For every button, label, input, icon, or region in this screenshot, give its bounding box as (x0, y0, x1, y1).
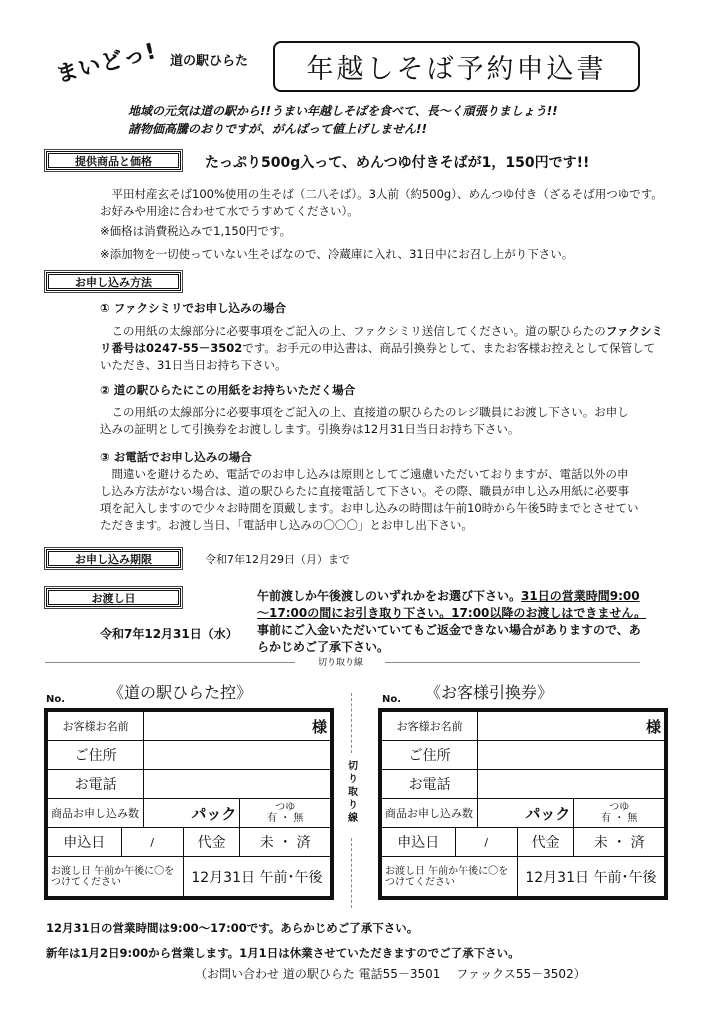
form-number-label: No. (46, 694, 66, 705)
name-field[interactable]: 様 (478, 712, 665, 741)
vertical-cut-line-top (351, 693, 352, 753)
form-number-label: No. (382, 694, 402, 705)
delivery-hours-note: 31日の営業時間9:00～17:00の間にお引き取り下さい。17:00以降のお渡しはできません。 (257, 589, 647, 620)
footer-contact: （お問い合わせ 道の駅ひらた 電話55－3501 ファックス55－3502） (195, 967, 586, 981)
form-title-store-copy: 《道の駅ひらた控》 (108, 683, 253, 702)
footer-hours: 12月31日の営業時間は9:00～17:00です。あらかじめご了承下さい。 (46, 921, 419, 935)
price-note: ※価格は消費税込みで1,150円です。 (100, 224, 292, 238)
name-field[interactable]: 様 (144, 712, 331, 741)
delivery-time-label: お渡し日 午前か午後に〇をつけてください (382, 857, 518, 897)
delivery-label: お渡し日 (46, 588, 181, 607)
station-name: 道の駅ひらた (170, 54, 249, 69)
method-2-text: この用紙の太線部分に必要事項をご記入の上、直接道の駅ひらたのレジ職員にお渡し下さい。お申し込みの証明として引換券をお渡しします。引換券は12月31日当日お持ち下さい。 (100, 405, 629, 436)
payment-label: 代金 (183, 828, 240, 857)
address-label: ご住所 (382, 741, 478, 770)
phone-label: お電話 (382, 770, 478, 799)
vertical-cut-label: 切り取り線 (348, 761, 358, 824)
product-headline: たっぷり500g入って、めんつゆ付きそばが1，150円です!! (205, 155, 590, 171)
quantity-field[interactable]: パック (144, 799, 240, 828)
footer-new-year: 新年は1月2日9:00から営業します。1月1日は休業させていただきますのでご了承下さい。 (46, 946, 520, 960)
slogan-line: 諸物価高騰のおりですが、がんばって値上げしません!! (128, 122, 427, 136)
name-label: お客様お名前 (382, 712, 478, 741)
fax-number: ファクシミリ番号は0247-55－3502 (100, 324, 664, 355)
delivery-note-part: 午前渡しか午後渡しのいずれかをお選び下さい。 (257, 589, 522, 603)
cut-line-left (45, 662, 295, 663)
method-1-text-part: この用紙の太線部分に必要事項をご記入の上、ファクシミリ送信してください。道の駅ひらたの (111, 324, 606, 338)
vertical-cut-line-bottom (351, 838, 352, 908)
method-1-heading: ① ファクシミリでお申し込みの場合 (100, 301, 287, 315)
quantity-label: 商品お申し込み数 (382, 799, 478, 828)
delivery-time-choice[interactable]: 12月31日 午前･午後 (517, 857, 664, 897)
document-title: 年越しそば予約申込書 (273, 41, 640, 92)
cut-line-label: 切り取り線 (318, 658, 364, 668)
delivery-note-part: 事前にご入金いただいていてもご返金できない場合がありますので、あらかじめご了承下さい。 (257, 623, 641, 654)
tsuyu-options: 有 ・ 無 (601, 813, 638, 824)
methods-label: お申し込み方法 (46, 272, 181, 291)
method-2-heading: ② 道の駅ひらたにこの用紙をお持ちいただく場合 (100, 383, 356, 397)
tsuyu-choice[interactable] (240, 799, 331, 828)
slogan-line: 地域の元気は道の駅から!!うまい年越しそばを食べて、長～く頑張りましょう!! (128, 104, 558, 118)
delivery-note (257, 588, 647, 656)
delivery-time-label: お渡し日 午前か午後に〇をつけてください (48, 857, 184, 897)
tsuyu-label: つゆ (609, 802, 630, 813)
phone-label: お電話 (48, 770, 144, 799)
apply-date-label: 申込日 (382, 828, 456, 857)
address-field[interactable] (144, 741, 331, 770)
product-label: 提供商品と価格 (46, 151, 181, 170)
tsuyu-label: つゆ (275, 802, 296, 813)
method-1-text (100, 323, 665, 374)
apply-date-label: 申込日 (48, 828, 122, 857)
payment-choice[interactable]: 未 ・ 済 (574, 828, 665, 857)
method-1-text-part: です。お手元の申込書は、商品引換券として、またお客様お控えとして保管していただき、31日当日お持ち下さい。 (100, 341, 656, 372)
phone-field[interactable] (478, 770, 665, 799)
name-label: お客様お名前 (48, 712, 144, 741)
delivery-date: 令和7年12月31日（水） (100, 627, 238, 641)
tsuyu-options: 有 ・ 無 (267, 813, 304, 824)
apply-date-field[interactable]: / (455, 828, 517, 857)
quantity-field[interactable]: パック (478, 799, 574, 828)
additive-note: ※添加物を一切使っていない生そばなので、冷蔵庫に入れ、31日中にお召し上がり下さい。 (100, 247, 574, 261)
method-3-heading: ③ お電話でお申し込みの場合 (100, 450, 252, 464)
form-title-customer-ticket: 《お客様引換券》 (425, 683, 554, 702)
store-copy-form (44, 708, 334, 900)
product-description: 平田村産玄そば100%使用の生そば（二八そば）。3人前（約500g）、めんつゆ付き（ざるそば用つゆです。お好みや用途に合わせて水でうすめてください）。 (100, 187, 663, 218)
catchphrase: まいどっ! (53, 38, 160, 89)
apply-date-field[interactable]: / (121, 828, 183, 857)
address-field[interactable] (478, 741, 665, 770)
payment-label: 代金 (517, 828, 574, 857)
address-label: ご住所 (48, 741, 144, 770)
cut-line-right (385, 662, 640, 663)
slogan (128, 102, 558, 138)
phone-field[interactable] (144, 770, 331, 799)
deadline-label: お申し込み期限 (46, 549, 181, 568)
customer-ticket-form (378, 708, 668, 900)
method-3-text: 間違いを避けるため、電話でのお申し込みは原則としてご遠慮いただいておりますが、電話以外の申し込み方法がない場合は、道の駅ひらたに直接電話して下さい。その際、職員が申し込み用紙に必要事項を記入しますので少々お時間を頂戴します。お申し込みの時間は午前10時から午後5時までとさせていただきます。お渡し当日、「電話申し込みの〇〇〇」とお申し出下さい。 (100, 467, 639, 532)
tsuyu-choice[interactable] (574, 799, 665, 828)
delivery-time-choice[interactable]: 12月31日 午前･午後 (183, 857, 330, 897)
deadline-value: 令和7年12月29日（月）まで (205, 553, 350, 566)
payment-choice[interactable]: 未 ・ 済 (240, 828, 331, 857)
quantity-label: 商品お申し込み数 (48, 799, 144, 828)
